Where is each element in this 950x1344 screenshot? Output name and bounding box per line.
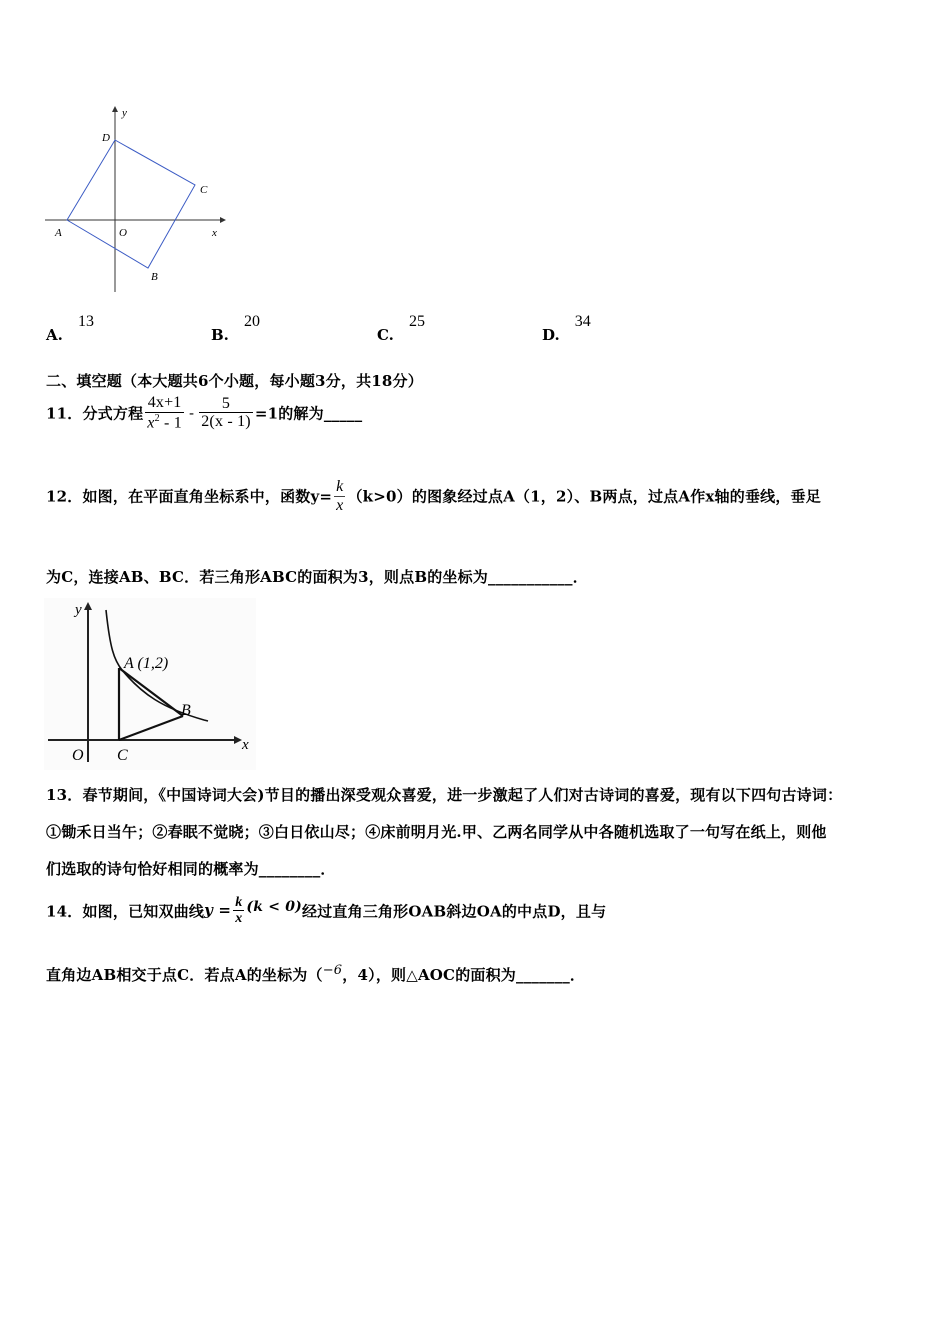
q14-line2-prefix: 直角边AB相交于点C．若点A的坐标为（ <box>46 966 323 984</box>
option-b[interactable] <box>211 311 260 344</box>
q12-prefix: 12．如图，在平面直角坐标系中，函数y= <box>46 487 333 506</box>
q11-minus: - <box>188 403 195 422</box>
label-b: B <box>151 271 158 283</box>
option-c[interactable] <box>377 311 425 344</box>
q14-formula-y: y = <box>204 900 232 919</box>
label-a: A <box>55 227 62 239</box>
label-o: O <box>119 227 127 239</box>
q14-prefix: 14．如图，已知双曲线 <box>46 902 205 921</box>
q14-frac-numerator: k <box>235 895 243 910</box>
q11-fraction-2 <box>199 395 253 431</box>
q14-fraction <box>233 895 244 927</box>
question-13-line-2: ①锄禾日当午；②春眠不觉晓；③白日依山尽；④床前明月光.甲、乙两名同学从中各随机选取了一句写在纸上，则他 <box>46 823 827 841</box>
q12-frac-denominator: x <box>336 496 344 514</box>
figure-square-abcd <box>40 100 230 300</box>
option-a-value: 13 <box>77 313 94 330</box>
label-o: O <box>72 747 84 764</box>
option-d[interactable] <box>542 311 591 344</box>
q11-fraction-1 <box>145 394 184 432</box>
option-c-letter: C. <box>377 326 394 344</box>
option-b-value: 20 <box>244 313 260 330</box>
label-a: A (1,2) <box>124 655 169 672</box>
q14-suffix: 经过直角三角形OAB斜边OA的中点D，且与 <box>301 902 607 921</box>
figure-hyperbola-triangle <box>44 598 256 770</box>
question-11 <box>46 394 362 432</box>
label-d: D <box>102 132 110 144</box>
q14-formula-condition: (k < 0) <box>246 898 302 915</box>
question-14-line-1 <box>46 895 606 927</box>
label-y: y <box>122 107 127 119</box>
q11-frac1-numerator: 4x+1 <box>145 394 184 413</box>
q11-frac2-denominator: 2(x - 1) <box>201 413 251 431</box>
q11-frac1-denominator: $x^2 - 1$ <box>147 412 182 431</box>
q11-suffix: =1的解为_____ <box>254 404 363 423</box>
label-y: y <box>75 602 82 618</box>
question-13-line-3: 们选取的诗句恰好相同的概率为________． <box>46 860 336 878</box>
option-c-value: 25 <box>409 313 425 330</box>
q14-frac-denominator: x <box>235 911 243 927</box>
q14-formula <box>204 895 302 927</box>
square-abcd <box>67 140 195 268</box>
x-axis-arrow <box>220 217 226 223</box>
option-a[interactable] <box>46 311 94 344</box>
q14-line2-suffix: ，4），则△AOC的面积为_______． <box>342 966 586 984</box>
label-x: x <box>242 737 249 753</box>
question-14-line-2 <box>46 964 585 985</box>
label-c: C <box>117 747 128 764</box>
option-b-letter: B. <box>211 326 229 344</box>
y-axis-arrow <box>112 106 118 112</box>
section-title: 二、填空题（本大题共6个小题，每小题3分，共18分） <box>46 372 423 390</box>
label-c: C <box>200 184 208 196</box>
option-d-value: 34 <box>574 313 591 330</box>
question-12-line-2: 为C，连接AB、BC．若三角形ABC的面积为3，则点B的坐标为___________． <box>46 568 588 586</box>
q14-coordinate: −6 <box>322 963 343 978</box>
q11-frac2-numerator: 5 <box>199 395 253 414</box>
question-13-line-1: 13．春节期间，《中国诗词大会)节目的播出深受观众喜爱，进一步激起了人们对古诗词的喜爱，现有以下四句古诗词： <box>46 786 843 804</box>
q12-frac-numerator: k <box>336 478 344 495</box>
option-a-letter: A. <box>46 326 63 344</box>
question-12-line-1 <box>46 478 821 514</box>
label-b: B <box>181 702 191 719</box>
q12-fraction <box>334 478 345 514</box>
q11-prefix: 11．分式方程 <box>46 404 144 423</box>
q12-suffix: （k>0）的图象经过点A（1，2）、B两点，过点A作x轴的垂线，垂足 <box>347 487 821 506</box>
label-x: x <box>212 227 217 239</box>
option-d-letter: D. <box>542 326 560 344</box>
